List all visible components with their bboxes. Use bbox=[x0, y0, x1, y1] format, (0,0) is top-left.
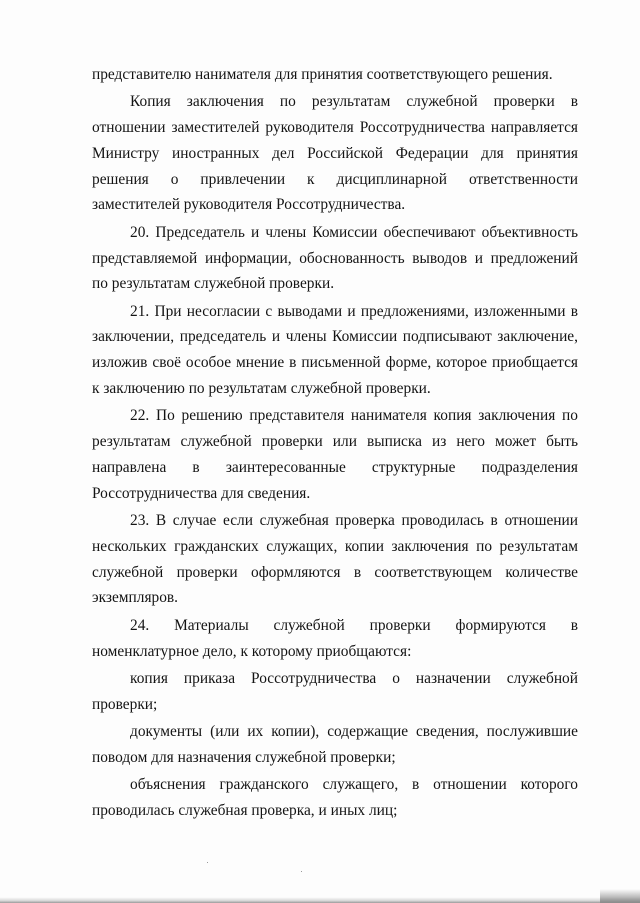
paragraph-item-21: 21. При несогласии с выводами и предложениями, изложенными в заключении, председатель и члены Комиссии подписывают заключение, изложив своё особое мнение в письменной форме, которое приобщается к заключению по результатам служебной проверки. bbox=[92, 302, 578, 398]
scan-speck bbox=[301, 871, 302, 872]
document-body bbox=[92, 62, 578, 825]
paragraph-deputies-conclusion-copy: Копия заключения по результатам служебной проверки в отношении заместителей руководителя Россотрудничества направляется Министру иностранных дел Российской Федерации для принятия решения о привлечении к дисциплинарной ответственности заместителей руководителя Россотрудничества. bbox=[92, 93, 578, 214]
scan-speck bbox=[207, 862, 208, 863]
list-item-documents: документы (или их копии), содержащие сведения, послужившие поводом для назначения служебной проверки; bbox=[92, 722, 578, 766]
list-item-explanations: объяснения гражданского служащего, в отношении которого проводилась служебная проверка, и иных лиц; bbox=[92, 776, 578, 819]
paragraph-item-23: 23. В случае если служебная проверка проводилась в отношении нескольких гражданских служащих, копии заключения по результатам служебной проверки оформляются в соответствующем количестве экземпляров. bbox=[92, 512, 578, 607]
scan-bottom-edge bbox=[0, 897, 640, 903]
scan-corner-shadow bbox=[600, 889, 640, 903]
paragraph-item-24: 24. Материалы служебной проверки формируются в номенклатурное дело, к которому приобщаются: bbox=[92, 616, 578, 660]
paragraph-decision-continuation: представителю нанимателя для принятия соответствующего решения. bbox=[92, 66, 553, 83]
paragraph-item-22: 22. По решению представителя нанимателя копия заключения по результатам служебной проверки или выписка из него может быть направлена в заинтересованные структурные подразделения Россотрудничества для сведения. bbox=[92, 407, 578, 502]
list-item-order-copy: копия приказа Россотрудничества о назначении служебной проверки; bbox=[92, 669, 578, 713]
paragraph-item-20: 20. Председатель и члены Комиссии обеспечивают объективность представляемой информации, обоснованность выводов и предложений по результатам служебной проверки. bbox=[92, 223, 578, 293]
